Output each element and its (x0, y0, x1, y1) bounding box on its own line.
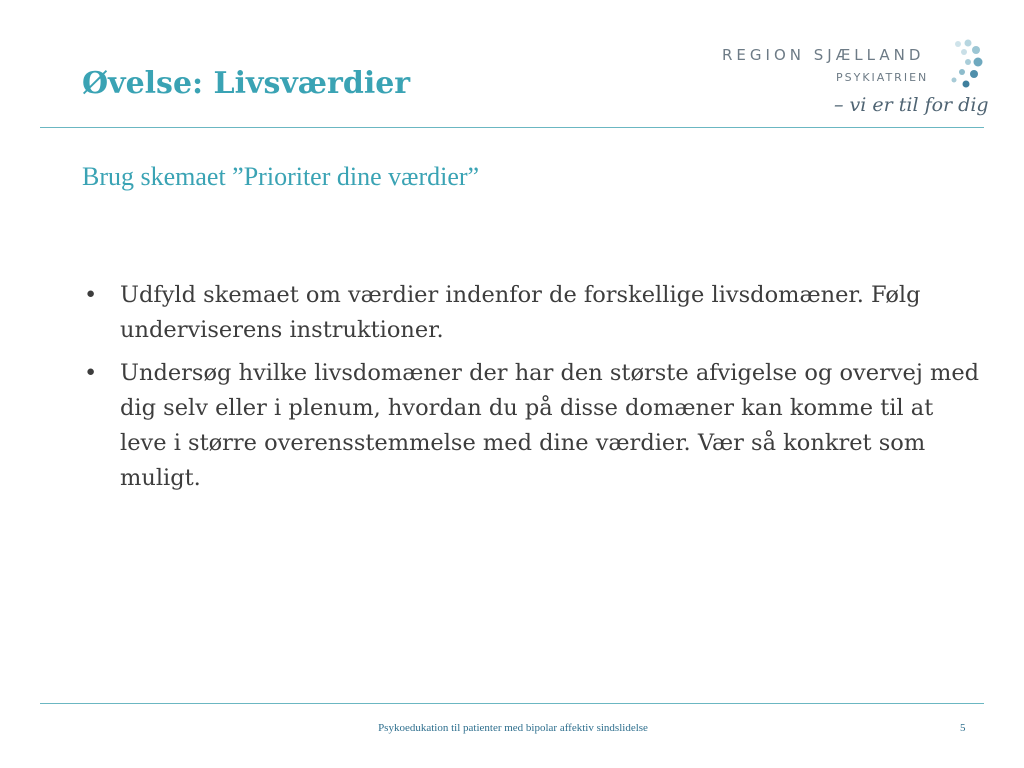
slide-subtitle: Brug skemaet ”Prioriter dine værdier” (82, 162, 480, 191)
logo-name: REGION SJÆLLAND (722, 46, 925, 64)
bullet-marker: • (84, 360, 98, 386)
bullet-text: Udfyld skemaet om værdier indenfor de forskellige livsdomæner. Følg underviserens instruktioner. (120, 282, 921, 343)
slide-title: Øvelse: Livsværdier (82, 66, 411, 101)
page-number: 5 (960, 722, 966, 734)
footer-text: Psykoedukation til patienter med bipolar affektiv sindslidelse (378, 722, 648, 734)
bullet-item (82, 278, 982, 348)
logo-subtitle: PSYKIATRIEN (836, 71, 929, 84)
region-sjaelland-logo (722, 38, 989, 128)
bullet-item (82, 356, 982, 496)
dot-cluster-icon (944, 38, 984, 98)
logo-slogan: – vi er til for dig (834, 94, 989, 116)
bullet-text: Undersøg hvilke livsdomæner der har den største afvigelse og overvej med dig selv eller i plenum, hvordan du på disse domæner kan komme til at leve i større overensstemmelse med dine værdier. Vær så konkret som muligt. (120, 360, 980, 491)
bullet-list (82, 278, 982, 504)
bullet-marker: • (84, 282, 98, 308)
footer-divider (40, 703, 984, 704)
header-divider (40, 127, 984, 128)
